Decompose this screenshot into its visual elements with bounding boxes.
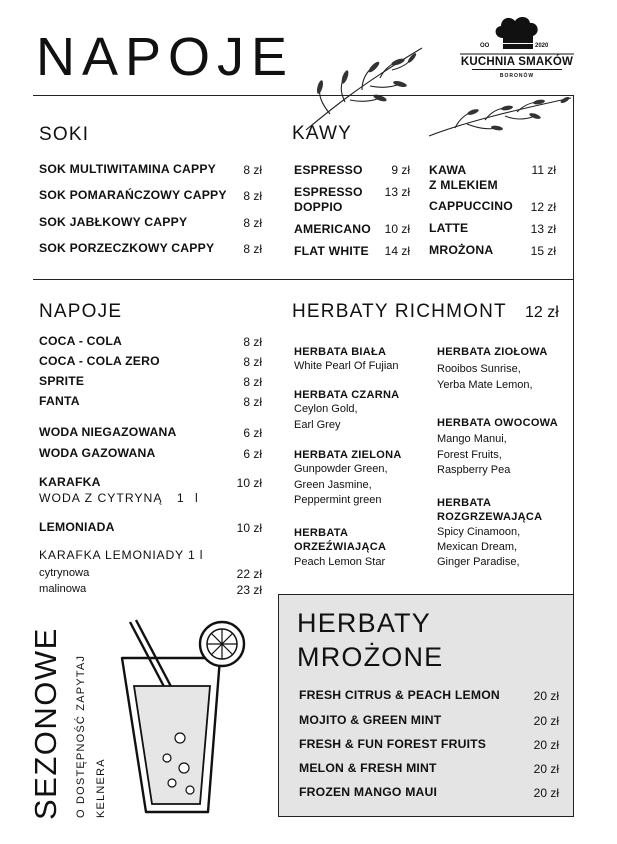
frame-top-line	[33, 95, 574, 96]
price: 23 zł	[236, 583, 262, 597]
item-name-line: DOPPIO	[294, 199, 343, 214]
list-item: WODA GAZOWANA	[39, 446, 156, 460]
item-name-line: ESPRESSO	[294, 185, 363, 199]
tea-name: Earl Grey	[294, 418, 341, 431]
restaurant-logo	[454, 12, 580, 90]
seasonal-title: SEZONOWE	[28, 627, 63, 820]
price: 20 zł	[533, 689, 559, 703]
price: 20 zł	[533, 738, 559, 752]
logo-left-mark: OO	[480, 43, 490, 49]
item-name: WODA Z CYTRYNĄ	[39, 491, 163, 505]
tea-name: Ceylon Gold,	[294, 403, 358, 416]
list-item: KARAFKA LEMONIADY 1 l	[39, 548, 204, 562]
tea-name: Mango Manui,	[437, 433, 507, 446]
list-item: SPRITE	[39, 374, 85, 388]
price: 8 zł	[243, 355, 262, 369]
list-item: COCA - COLA ZERO	[39, 354, 160, 368]
tea-name: Peach Lemon Star	[294, 555, 386, 568]
logo-underline	[472, 69, 562, 70]
tea-group	[294, 388, 399, 433]
tea-group-title: HERBATA ZIOŁOWA	[437, 346, 548, 358]
tea-group	[294, 526, 386, 570]
price: 20 zł	[533, 762, 559, 776]
iced-tea-box	[278, 594, 574, 817]
list-item: SOK POMARAŃCZOWY CAPPY	[39, 188, 227, 202]
tea-name: Ginger Paradise,	[437, 556, 520, 569]
price: 15 zł	[530, 244, 556, 258]
page-title: NAPOJE	[36, 27, 295, 87]
section-title-herbaty	[292, 301, 559, 323]
tea-name: Gunpowder Green,	[294, 463, 388, 476]
price: 8 zł	[243, 216, 262, 230]
price: 10 zł	[236, 521, 262, 535]
price: 8 zł	[243, 163, 262, 177]
tea-group-title: HERBATA OWOCOWA	[437, 417, 559, 429]
tea-group	[437, 345, 548, 393]
tea-name: Yerba Mate Lemon,	[437, 378, 533, 391]
iced-tea-title	[297, 607, 443, 675]
price: 10 zł	[384, 222, 410, 236]
list-item	[429, 163, 498, 192]
price: 20 zł	[533, 714, 559, 728]
tea-group-title: HERBATA	[437, 497, 492, 509]
tea-group-title: ROZGRZEWAJĄCA	[437, 511, 543, 524]
tea-group	[437, 416, 558, 478]
tea-name: Forest Fruits,	[437, 448, 502, 461]
list-item: SOK PORZECZKOWY CAPPY	[39, 241, 215, 255]
section-title-napoje: NAPOJE	[39, 301, 123, 322]
list-item: FROZEN MANGO MAUI	[299, 785, 438, 799]
logo-name: KUCHNIA SMAKÓW	[460, 56, 574, 68]
seasonal-note-line1: O DOSTĘPNOŚĆ ZAPYTAJ	[75, 654, 87, 818]
list-item: MOJITO & GREEN MINT	[299, 713, 442, 727]
list-item: FLAT WHITE	[294, 244, 369, 258]
list-item-sub	[39, 491, 202, 505]
section-title-soki: SOKI	[39, 124, 90, 145]
tea-name: Mexican Dream,	[437, 540, 518, 553]
price: 8 zł	[243, 395, 262, 409]
herb-branch-icon	[425, 92, 575, 140]
list-item: FANTA	[39, 394, 80, 408]
item-name-line: KAWA	[429, 163, 467, 177]
item-name-line: Z MLEKIEM	[429, 177, 498, 192]
list-item: ESPRESSO	[294, 163, 363, 177]
list-item-variant: cytrynowa	[39, 567, 90, 579]
list-item: SOK MULTIWITAMINA CAPPY	[39, 162, 217, 176]
iced-tea-title-line: MROŻONE	[297, 641, 444, 672]
tea-group-title: HERBATA ZIELONA	[294, 449, 402, 461]
tea-name: Green Jasmine,	[294, 478, 372, 491]
price: 8 zł	[243, 189, 262, 203]
list-item: WODA NIEGAZOWANA	[39, 425, 177, 439]
tea-name: Spicy Cinamoon,	[437, 525, 521, 538]
list-item: KARAFKA	[39, 475, 101, 489]
price: 13 zł	[530, 222, 556, 236]
tea-group	[294, 448, 402, 508]
tea-name: Rooibos Sunrise,	[437, 363, 521, 376]
tea-name: Raspberry Pea	[437, 464, 511, 477]
frame-right-line	[573, 95, 574, 595]
logo-year: 2020	[535, 43, 549, 49]
list-item-variant: malinowa	[39, 583, 87, 595]
tea-group-title: HERBATA BIAŁA	[294, 346, 387, 358]
list-item	[294, 185, 363, 214]
price: 20 zł	[533, 786, 559, 800]
price: 11 zł	[531, 163, 556, 177]
logo-location: BORONÓW	[499, 73, 535, 79]
section-title-kawy: KAWY	[292, 123, 353, 144]
section-divider	[33, 279, 574, 280]
tea-group	[437, 496, 542, 571]
price: 6 zł	[243, 447, 262, 461]
price: 8 zł	[243, 242, 262, 256]
section-price: 12 zł	[524, 304, 559, 321]
list-item: LEMONIADA	[39, 520, 115, 534]
tea-group	[294, 345, 399, 375]
iced-tea-title-line: HERBATY	[297, 608, 431, 638]
item-size: 1 l	[176, 491, 202, 505]
price: 12 zł	[530, 200, 556, 214]
herb-branch-icon	[300, 40, 430, 135]
tea-group-title: ORZEŹWIAJĄCA	[294, 541, 387, 554]
section-title-text: HERBATY RICHMONT	[292, 301, 507, 322]
price: 14 zł	[384, 244, 410, 258]
list-item: CAPPUCCINO	[429, 199, 513, 213]
tea-name: Peppermint green	[294, 494, 382, 507]
list-item: MROŻONA	[429, 243, 494, 257]
price: 13 zł	[384, 185, 410, 199]
price: 10 zł	[236, 476, 262, 490]
list-item: COCA - COLA	[39, 334, 122, 348]
chef-hat-icon	[454, 12, 580, 56]
price: 8 zł	[243, 375, 262, 389]
list-item: LATTE	[429, 221, 469, 235]
price: 9 zł	[391, 163, 410, 177]
price: 6 zł	[243, 426, 262, 440]
cocktail-glass-icon	[112, 618, 252, 818]
tea-group-title: HERBATA CZARNA	[294, 389, 400, 401]
list-item: MELON & FRESH MINT	[299, 761, 437, 775]
price: 8 zł	[243, 335, 262, 349]
tea-name: White Pearl Of Fujian	[294, 360, 399, 373]
price: 22 zł	[236, 567, 262, 581]
list-item: FRESH CITRUS & PEACH LEMON	[299, 688, 500, 702]
list-item: SOK JABŁKOWY CAPPY	[39, 215, 188, 229]
tea-group-title: HERBATA	[294, 527, 349, 539]
list-item: FRESH & FUN FOREST FRUITS	[299, 737, 487, 751]
seasonal-note-line2: KELNERA	[95, 758, 107, 818]
list-item: AMERICANO	[294, 222, 371, 236]
